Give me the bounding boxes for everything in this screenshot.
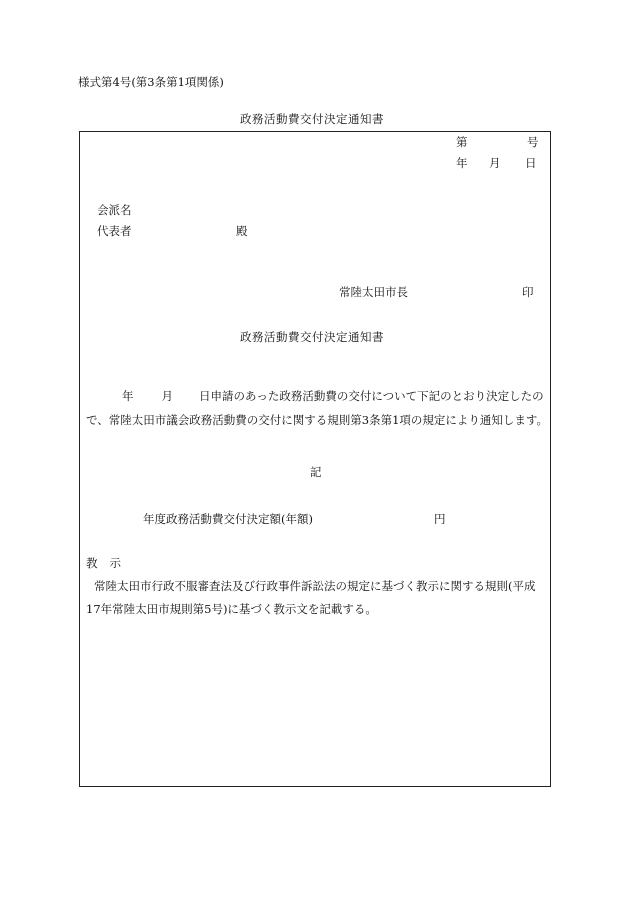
instruction-text-line1: 常陸太田市行政不服審査法及び行政事件訴訟法の規定に基づく教示に関する規則(平成 xyxy=(94,579,536,593)
instruction-heading-char2: 示 xyxy=(109,556,121,570)
paragraph-year-label: 年 xyxy=(122,389,134,403)
body-title: 政務活動費交付決定通知書 xyxy=(240,330,384,344)
instruction-heading-char1: 教 xyxy=(86,556,98,570)
notice-paragraph-line1 xyxy=(86,391,546,403)
instruction-heading xyxy=(86,558,121,570)
party-name-label: 会派名 xyxy=(97,203,132,217)
ki-heading: 記 xyxy=(310,465,322,479)
paragraph-line1-text: 日申請のあった政務活動費の交付について下記のとおり決定したの xyxy=(199,389,544,403)
document-number-prefix: 第 xyxy=(456,135,468,149)
date-year-label: 年 xyxy=(456,156,468,170)
grant-amount-label: 年度政務活動費交付決定額(年額) xyxy=(143,512,313,526)
date-month-label: 月 xyxy=(489,156,501,170)
date-day-label: 日 xyxy=(525,156,537,170)
instruction-text-line2: 17年常陸太田市規則第5号)に基づく教示文を記載する。 xyxy=(86,602,377,616)
representative-label: 代表者 xyxy=(97,224,132,238)
grant-amount-unit: 円 xyxy=(434,512,446,526)
document-number-suffix: 号 xyxy=(527,135,539,149)
header-title: 政務活動費交付決定通知書 xyxy=(240,112,384,126)
seal-mark: 印 xyxy=(522,285,534,299)
issuer-title: 常陸太田市長 xyxy=(339,285,408,299)
document-frame xyxy=(79,131,551,787)
notice-paragraph-line2: で、常陸太田市議会政務活動費の交付に関する規則第3条第1項の規定により通知します。 xyxy=(86,413,548,427)
form-number: 様式第4号(第3条第1項関係) xyxy=(78,75,224,89)
honorific: 殿 xyxy=(236,224,248,238)
paragraph-month-label: 月 xyxy=(161,389,173,403)
